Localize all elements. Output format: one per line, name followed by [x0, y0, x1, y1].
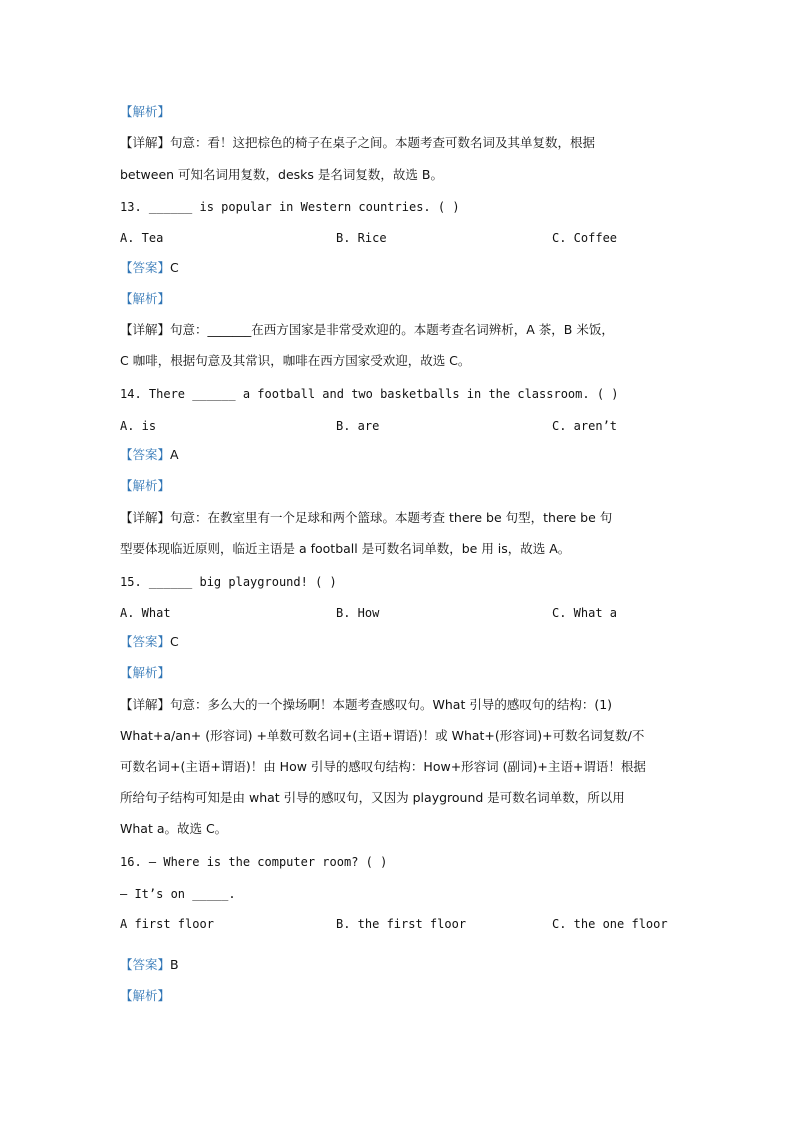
analysis-label: 【解析】 [120, 665, 171, 680]
option-a: A. Tea [120, 231, 164, 245]
detail-text: 句意：多么大的一个操场啊！本题考查感叹句。What 引导的感叹句的结构：(1) [170, 697, 613, 712]
option-a: A first floor [120, 917, 214, 931]
question-body: 14. There ______ a football and two basketballs in the classroom. ( ) [120, 387, 619, 401]
answer-value: A [170, 447, 179, 462]
answer-line [120, 634, 179, 650]
answer-value: C [170, 260, 179, 275]
explanation-line [120, 759, 646, 775]
question-text [120, 886, 236, 902]
answer-label: 【答案】 [120, 260, 171, 275]
question-body: 13. ______ is popular in Western countries. ( ) [120, 200, 460, 214]
detail-text: 句意：在教室里有一个足球和两个篮球。本题考查 there be 句型，there be 句 [170, 510, 613, 525]
option-a: A. What [120, 606, 171, 620]
option-b: B. Rice [336, 231, 387, 245]
answer-line [120, 260, 179, 276]
option-c: C. aren’t [552, 419, 618, 433]
analysis-heading [120, 665, 170, 681]
analysis-label: 【解析】 [120, 291, 171, 306]
question-body: — It’s on _____. [120, 887, 236, 901]
option-b: B. the first floor [336, 917, 467, 931]
answer-value: B [170, 957, 179, 972]
explanation-text: 型要体现临近原则，临近主语是 a football 是可数名词单数，be 用 is，故选 A。 [120, 541, 571, 556]
explanation-text: 可数名词+(主语+谓语)！由 How 引导的感叹句结构：How+形容词 (副词)+主语+谓语！根据 [120, 759, 646, 774]
explanation-text: between 可知名词用复数，desks 是名词复数，故选 B。 [120, 167, 443, 182]
answer-label: 【答案】 [120, 634, 171, 649]
question-text [120, 854, 387, 870]
option-b: B. How [336, 606, 380, 620]
question-body: 15. ______ big playground! ( ) [120, 575, 337, 589]
option-c: C. the one floor [552, 917, 668, 931]
explanation-text: What a。故选 C。 [120, 821, 228, 836]
answer-line [120, 447, 179, 463]
analysis-heading [120, 104, 170, 120]
analysis-heading [120, 988, 170, 1004]
analysis-heading [120, 291, 170, 307]
detail-line [120, 135, 595, 151]
analysis-label: 【解析】 [120, 478, 171, 493]
question-text [120, 199, 460, 215]
question-text [120, 386, 619, 402]
detail-label: 【详解】 [120, 322, 171, 337]
detail-line [120, 697, 612, 713]
detail-line [120, 322, 614, 338]
explanation-line [120, 728, 644, 744]
explanation-line [120, 167, 443, 183]
explanation-text: 所给句子结构可知是由 what 引导的感叹句，又因为 playground 是可数名词单数，所以用 [120, 790, 625, 805]
analysis-heading [120, 478, 170, 494]
answer-value: C [170, 634, 179, 649]
explanation-line [120, 353, 470, 369]
detail-label: 【详解】 [120, 135, 171, 150]
explanation-line [120, 790, 625, 806]
detail-label: 【详解】 [120, 697, 171, 712]
question-text [120, 574, 337, 590]
answer-line [120, 957, 179, 973]
explanation-line [120, 541, 570, 557]
explanation-text: C 咖啡，根据句意及其常识，咖啡在西方国家受欢迎，故选 C。 [120, 353, 471, 368]
explanation-line [120, 821, 227, 837]
question-body: 16. — Where is the computer room? ( ) [120, 855, 388, 869]
detail-line [120, 510, 612, 526]
analysis-label: 【解析】 [120, 104, 171, 119]
explanation-text: What+a/an+ (形容词) +单数可数名词+(主语+谓语)！或 What+(形容词)+可数名词复数/不 [120, 728, 645, 743]
answer-label: 【答案】 [120, 957, 171, 972]
detail-label: 【详解】 [120, 510, 171, 525]
option-c: C. Coffee [552, 231, 618, 245]
answer-label: 【答案】 [120, 447, 171, 462]
option-a: A. is [120, 419, 157, 433]
option-b: B. are [336, 419, 380, 433]
analysis-label: 【解析】 [120, 988, 171, 1003]
detail-text: 句意：_______在西方国家是非常受欢迎的。本题考查名词辨析，A 茶，B 米饭， [170, 322, 614, 337]
detail-text: 句意：看！这把棕色的椅子在桌子之间。本题考查可数名词及其单复数，根据 [170, 135, 596, 150]
option-c: C. What a [552, 606, 618, 620]
